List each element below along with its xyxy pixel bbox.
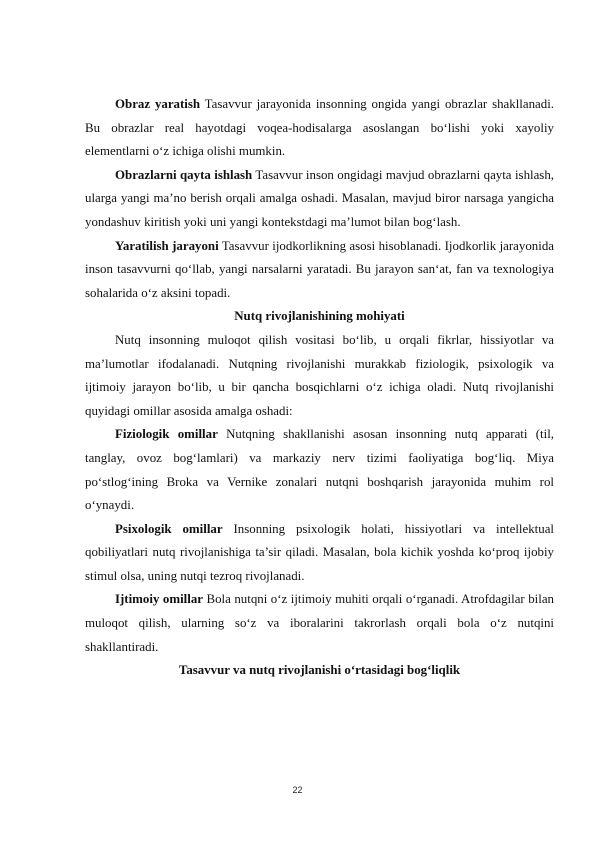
paragraph-text: Nutqning shakllanishi asosan insonning nutq apparati (til, tanglay, ovoz bog‘lamlari) va markaziy nerv tizimi faoliyatiga bog‘liq. Miya po‘stlog‘ining Broka va Vernike zonalari nutqni boshqarish jarayonida muhim rol o‘ynaydi.: [85, 427, 554, 513]
paragraph-yaratilish-jarayoni: [85, 235, 554, 306]
document-page: [85, 93, 554, 683]
term-fiziologik-omillar: Fiziologik omillar: [115, 427, 218, 442]
paragraph-text: Tasavvur inson ongidagi mavjud obrazlarni qayta ishlash, ularga yangi ma’no berish orqali amalga oshadi. Masalan, mavjud biror narsaga yangicha yondashuv kiritish yoki uni yangi kontekstdagi ma’lumot bilan bog‘lash.: [85, 167, 554, 229]
section-heading-nutq: Nutq rivojlanishining mohiyati: [234, 309, 405, 324]
page-number: 22: [292, 785, 303, 795]
paragraph-ijtimoiy-omillar: [85, 588, 554, 659]
term-ijtimoiy-omillar: Ijtimoiy omillar: [115, 592, 203, 607]
term-yaratilish-jarayoni: Yaratilish jarayoni: [115, 238, 219, 253]
paragraph-psixologik-omillar: [85, 518, 554, 589]
paragraph-text: Bola nutqni o‘z ijtimoiy muhiti orqali o‘rganadi. Atrofdagilar bilan muloqot qilish, ularning so‘z va iboralarini takrorlash orqali bola o‘z nutqini shakllantiradi.: [85, 592, 554, 654]
section-heading-tasavvur-nutq: Tasavvur va nutq rivojlanishi o‘rtasidagi bog‘liqlik: [178, 663, 461, 678]
paragraph-text: Tasavvur jarayonida insonning ongida yangi obrazlar shakllanadi. Bu obrazlar real hayotdagi voqea-hodisalarga asoslangan bo‘lishi yoki xayoliy elementlarni o‘z ichiga olishi mumkin.: [85, 97, 554, 159]
term-psixologik-omillar: Psixologik omillar: [115, 521, 223, 536]
term-obrazlarni-qayta-ishlash: Obrazlarni qayta ishlash: [115, 167, 253, 182]
paragraph-text: Tasavvur ijodkorlikning asosi hisoblanadi. Ijodkorlik jarayonida inson tasavvurni qo‘llab, yangi narsalarni yaratadi. Bu jarayon san‘at, fan va texnologiya sohalarida o‘z aksini topadi.: [85, 238, 554, 300]
paragraph-obraz-yaratish: [85, 93, 554, 164]
paragraph-text: Insonning psixologik holati, hissiyotlari va intellektual qobiliyatlari nutq rivojlanishiga ta’sir qiladi. Masalan, bola kichik yoshda ko‘proq ijobiy stimul olsa, uning nutqi tezroq rivojlanadi.: [85, 521, 555, 583]
paragraph-obrazlarni-qayta-ishlash: [85, 164, 554, 235]
paragraph-fiziologik-omillar: [85, 423, 554, 517]
term-obraz-yaratish: Obraz yaratish: [115, 97, 201, 111]
paragraph-intro: Nutq insonning muloqot qilish vositasi bo‘lib, u orqali fikrlar, hissiyotlar va ma’lumotlar ifodalanadi. Nutqning rivojlanishi murakkab fiziologik, psixologik va ijtimoiy jarayon bo‘lib, u bir qancha bosqichlarni o‘z ichiga oladi. Nutq rivojlanishi quyidagi omillar asosida amalga oshadi:: [85, 332, 554, 418]
